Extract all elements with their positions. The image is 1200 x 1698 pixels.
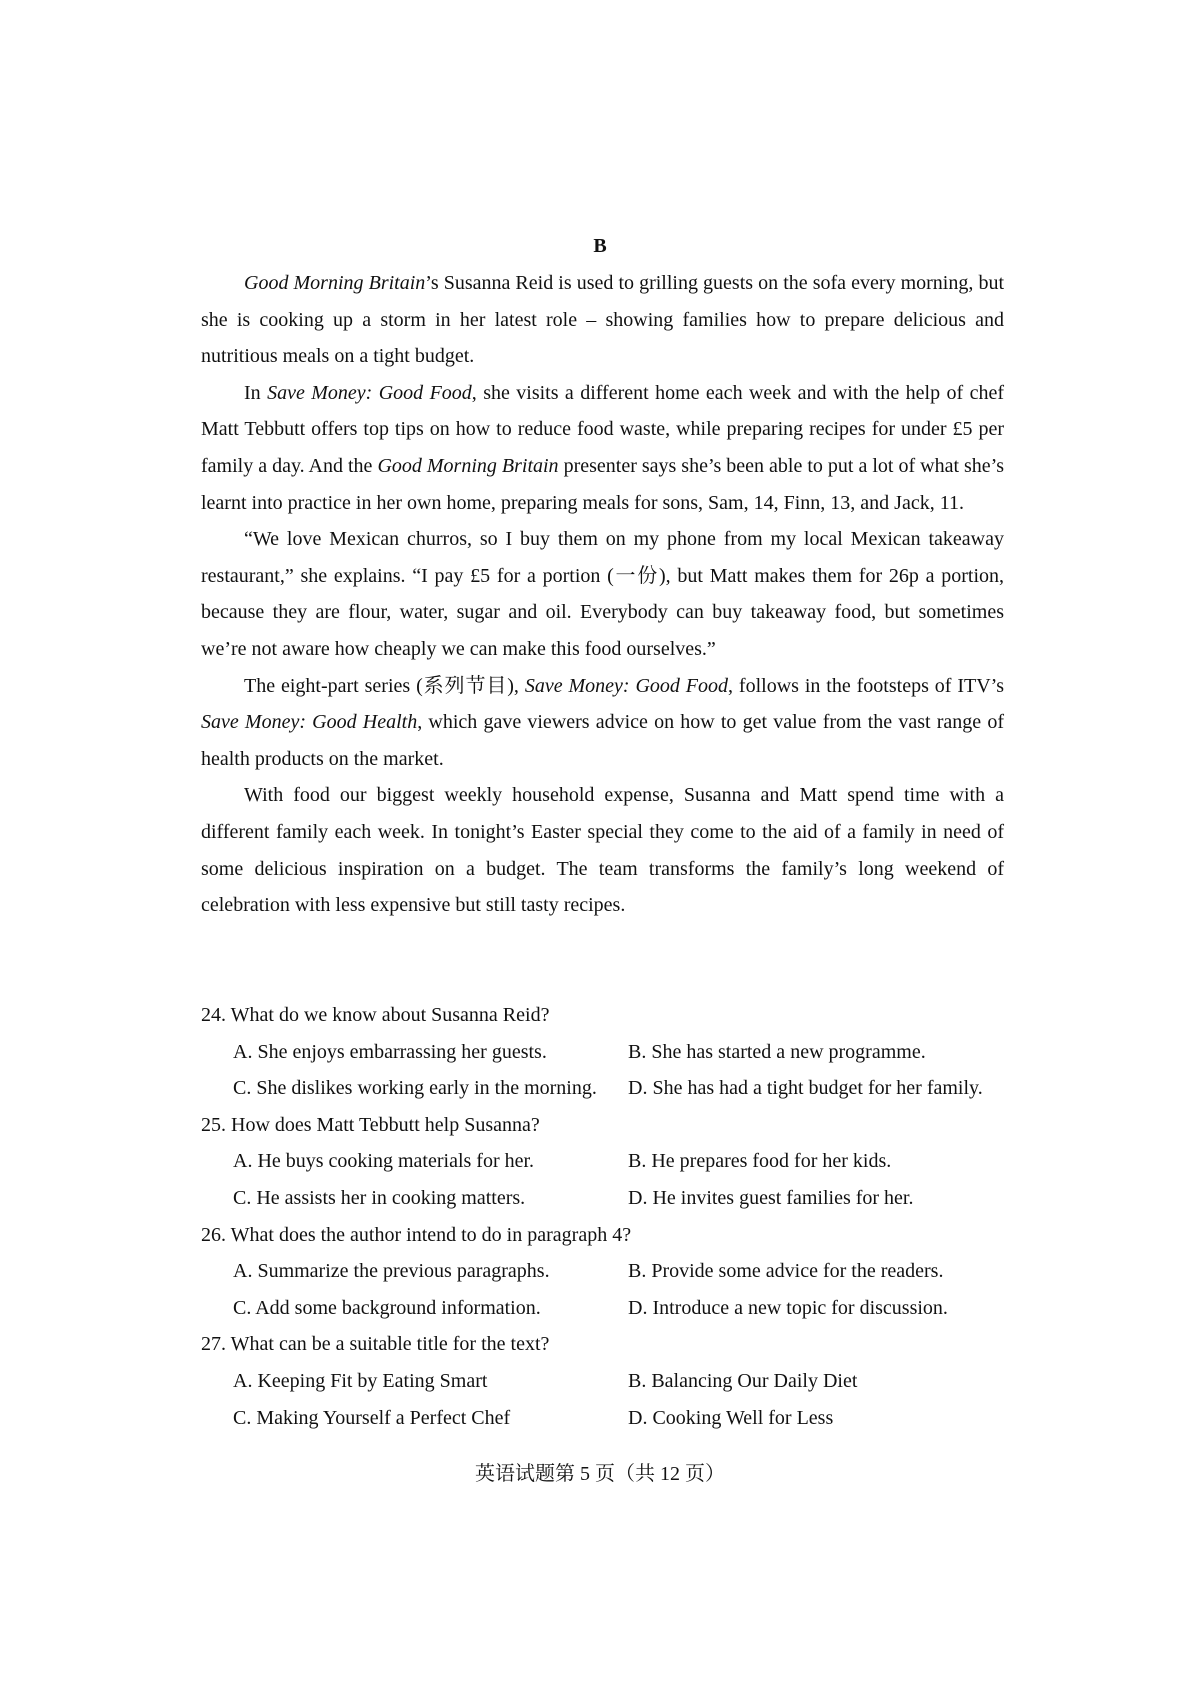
question-26 xyxy=(201,1217,1021,1327)
option-d: D. Cooking Well for Less xyxy=(628,1406,834,1429)
option-row xyxy=(201,1290,1021,1327)
option-row xyxy=(201,1363,1021,1400)
option-a: A. He buys cooking materials for her. xyxy=(233,1150,535,1173)
show-title: Save Money: Good Food xyxy=(267,381,472,404)
show-title: Good Morning Britain xyxy=(244,272,426,294)
question-27 xyxy=(201,1326,1021,1436)
question-list xyxy=(201,997,1021,1436)
option-row xyxy=(201,1253,1021,1290)
passage-paragraph-1 xyxy=(201,265,1004,375)
option-c: C. Add some background information. xyxy=(233,1296,541,1319)
passage-text: The eight-part series (系列节目), xyxy=(244,674,525,697)
question-25 xyxy=(201,1107,1021,1217)
show-title: Good Morning Britain xyxy=(377,454,559,477)
option-c: C. She dislikes working early in the morning. xyxy=(233,1077,597,1100)
option-c: C. Making Yourself a Perfect Chef xyxy=(233,1406,511,1429)
page-footer: 英语试题第 5 页（共 12 页） xyxy=(475,1463,725,1485)
question-stem: 26. What does the author intend to do in paragraph 4? xyxy=(201,1223,632,1246)
question-stem: 27. What can be a suitable title for the text? xyxy=(201,1333,550,1356)
question-24 xyxy=(201,997,1021,1107)
passage-text: presenter says she’s been able to put a lot of what she’s learnt into practice in her own home, preparing meals for sons, Sam, 14, Finn, 13, and Jack, 11. xyxy=(201,454,1005,514)
show-title: Save Money: Good Health xyxy=(201,711,418,734)
section-heading: B xyxy=(593,235,607,257)
passage-paragraph-4 xyxy=(201,668,1004,778)
option-d: D. She has had a tight budget for her family. xyxy=(628,1077,983,1100)
option-d: D. He invites guest families for her. xyxy=(628,1186,914,1209)
passage-text: , which gave viewers advice on how to get value from the vast range of health products on the market. xyxy=(201,711,1004,770)
option-row xyxy=(201,1034,1021,1071)
question-stem: 24. What do we know about Susanna Reid? xyxy=(201,1004,550,1026)
option-b: B. She has started a new programme. xyxy=(628,1040,926,1063)
option-b: B. Provide some advice for the readers. xyxy=(628,1260,944,1283)
option-d: D. Introduce a new topic for discussion. xyxy=(628,1296,948,1319)
option-row xyxy=(201,1400,1021,1437)
option-b: B. He prepares food for her kids. xyxy=(628,1150,892,1173)
show-title: Save Money: Good Food xyxy=(524,674,729,697)
passage-text: , follows in the footsteps of ITV’s xyxy=(728,674,1004,697)
passage-text: , she visits a different home each week and with the help of chef Matt Tebbutt offers top tips on how to reduce food waste, while preparing recipes for under £5 per family a day. And the xyxy=(201,381,1004,477)
passage-paragraph-2 xyxy=(201,375,1004,521)
option-row xyxy=(201,1180,1021,1217)
passage-text: “We love Mexican churros, so I buy them on my phone from my local Mexican takeaway restaurant,” she explains. “I pay £5 for a portion (一份), but Matt makes them for 26p a portion, because they are flour, water, sugar and oil. Everybody can buy takeaway food, but sometimes we’re not aware how cheaply we can make this food ourselves.” xyxy=(201,528,1004,660)
option-a: A. Keeping Fit by Eating Smart xyxy=(233,1369,488,1392)
option-a: A. Summarize the previous paragraphs. xyxy=(233,1260,550,1283)
passage-text: ’s Susanna Reid is used to grilling guests on the sofa every morning, but she is cooking up a storm in her latest role – showing families how to prepare delicious and nutritious meals on a tight budget. xyxy=(201,272,1004,368)
option-row xyxy=(201,1070,1021,1107)
passage-text: In xyxy=(244,381,268,404)
option-row xyxy=(201,1143,1021,1180)
reading-passage xyxy=(201,265,1004,924)
option-c: C. He assists her in cooking matters. xyxy=(233,1186,526,1209)
passage-paragraph-5 xyxy=(201,777,1004,923)
passage-text: With food our biggest weekly household expense, Susanna and Matt spend time with a different family each week. In tonight’s Easter special they come to the aid of a family in need of some delicious inspiration on a budget. The team transforms the family’s long weekend of celebration with less expensive but still tasty recipes. xyxy=(201,784,1004,917)
passage-paragraph-3 xyxy=(201,521,1004,667)
option-a: A. She enjoys embarrassing her guests. xyxy=(233,1040,547,1063)
question-stem: 25. How does Matt Tebbutt help Susanna? xyxy=(201,1113,540,1136)
option-b: B. Balancing Our Daily Diet xyxy=(628,1369,858,1392)
